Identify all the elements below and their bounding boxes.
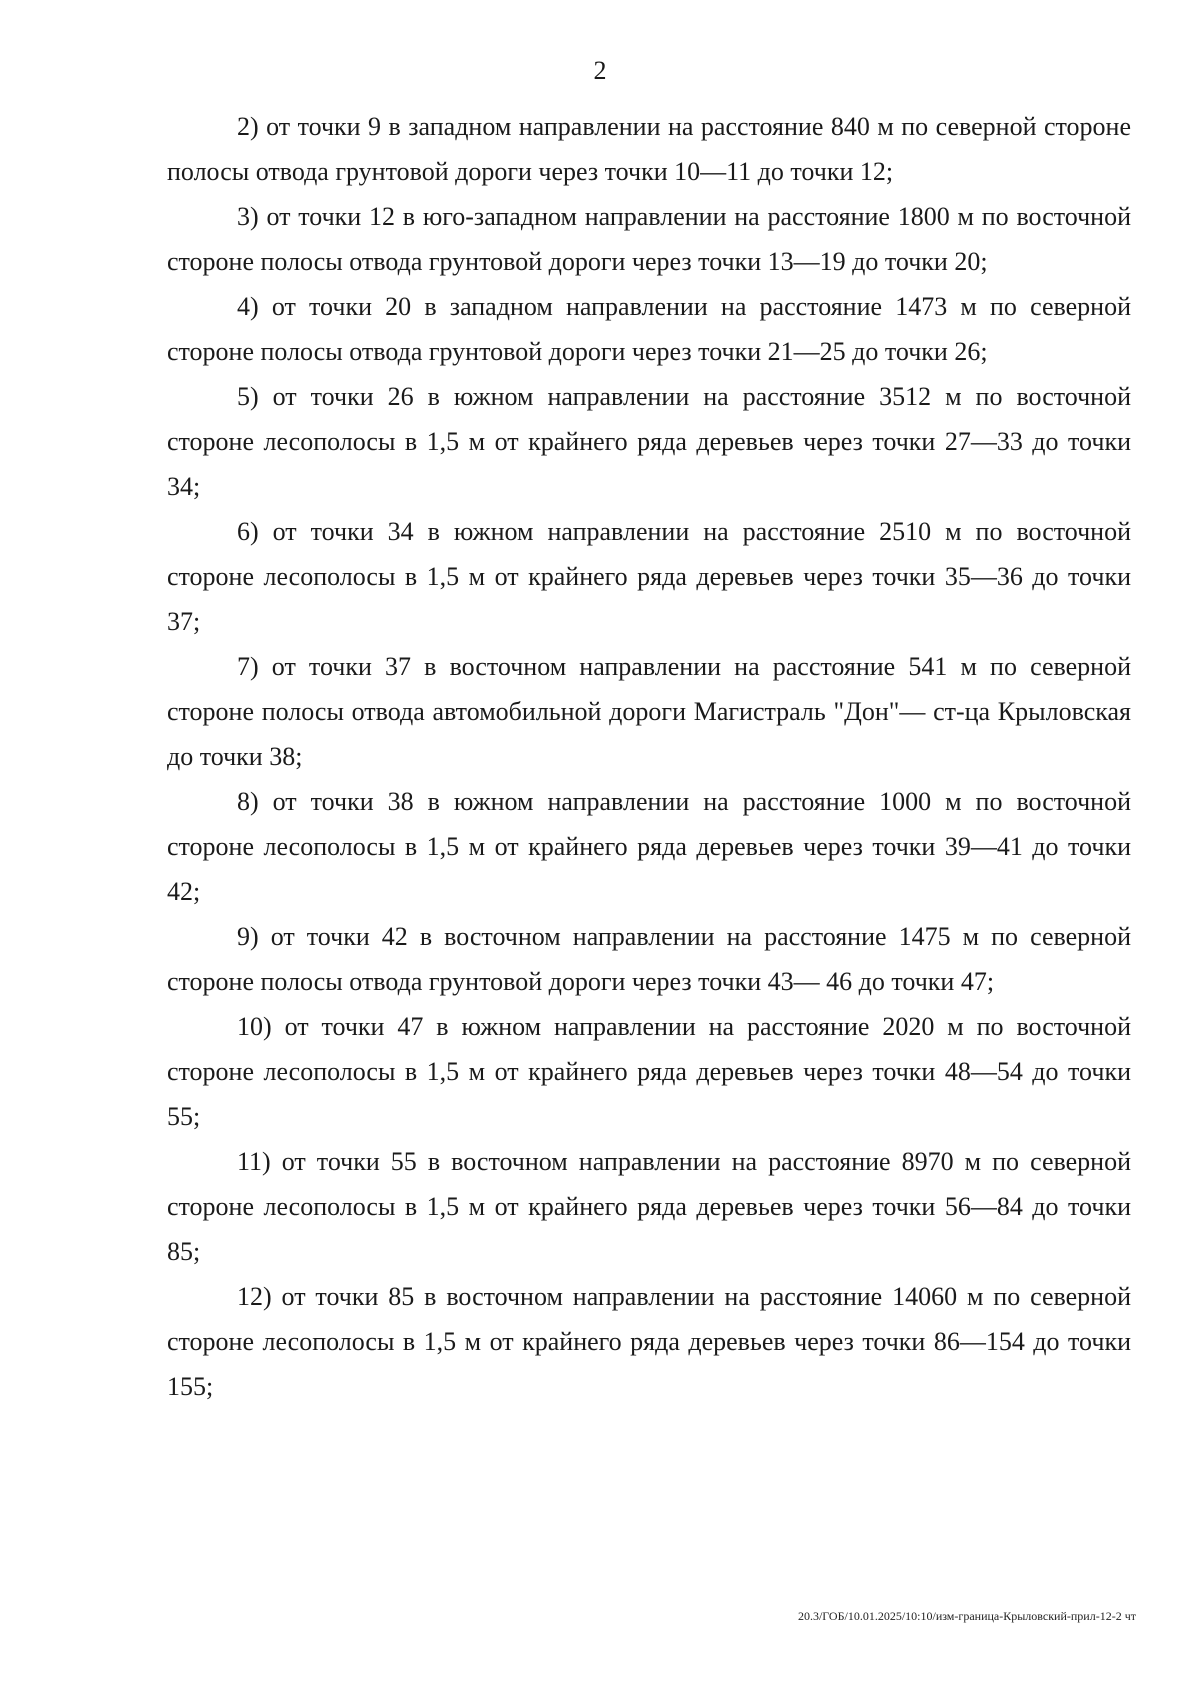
paragraph-item-3: 3) от точки 12 в юго-западном направлении на расстояние 1800 м по восточной стороне полосы отвода грунтовой дороги через точки 13—19 до точки 20;	[167, 202, 1131, 276]
paragraph-item-10: 10) от точки 47 в южном направлении на расстояние 2020 м по восточной стороне лесополосы в 1,5 м от крайнего ряда деревьев через точки 48—54 до точки 55;	[167, 1012, 1131, 1131]
document-footer-code: 20.3/ГОБ/10.01.2025/10:10/изм-граница-Крыловский-прил-12-2 чт	[797, 1609, 1136, 1623]
paragraph-item-11: 11) от точки 55 в восточном направлении на расстояние 8970 м по северной стороне лесополосы в 1,5 м от крайнего ряда деревьев через точки 56—84 до точки 85;	[167, 1147, 1131, 1266]
paragraph-item-12: 12) от точки 85 в восточном направлении на расстояние 14060 м по северной стороне лесополосы в 1,5 м от крайнего ряда деревьев через точки 86—154 до точки 155;	[167, 1282, 1131, 1401]
page-number: 2	[593, 56, 607, 85]
paragraph-item-2: 2) от точки 9 в западном направлении на расстояние 840 м по северной стороне полосы отвода грунтовой дороги через точки 10—11 до точки 12;	[167, 112, 1131, 186]
paragraph-item-6: 6) от точки 34 в южном направлении на расстояние 2510 м по восточной стороне лесополосы в 1,5 м от крайнего ряда деревьев через точки 35—36 до точки 37;	[167, 517, 1131, 636]
paragraph-item-5: 5) от точки 26 в южном направлении на расстояние 3512 м по восточной стороне лесополосы в 1,5 м от крайнего ряда деревьев через точки 27—33 до точки 34;	[167, 382, 1131, 501]
document-body	[167, 104, 1131, 1409]
paragraph-item-4: 4) от точки 20 в западном направлении на расстояние 1473 м по северной стороне полосы отвода грунтовой дороги через точки 21—25 до точки 26;	[167, 292, 1131, 366]
paragraph-item-7: 7) от точки 37 в восточном направлении на расстояние 541 м по северной стороне полосы отвода автомобильной дороги Магистраль "Дон"— ст-ца Крыловская до точки 38;	[167, 652, 1131, 771]
paragraph-item-8: 8) от точки 38 в южном направлении на расстояние 1000 м по восточной стороне лесополосы в 1,5 м от крайнего ряда деревьев через точки 39—41 до точки 42;	[167, 787, 1131, 906]
paragraph-item-9: 9) от точки 42 в восточном направлении на расстояние 1475 м по северной стороне полосы отвода грунтовой дороги через точки 43— 46 до точки 47;	[167, 922, 1131, 996]
